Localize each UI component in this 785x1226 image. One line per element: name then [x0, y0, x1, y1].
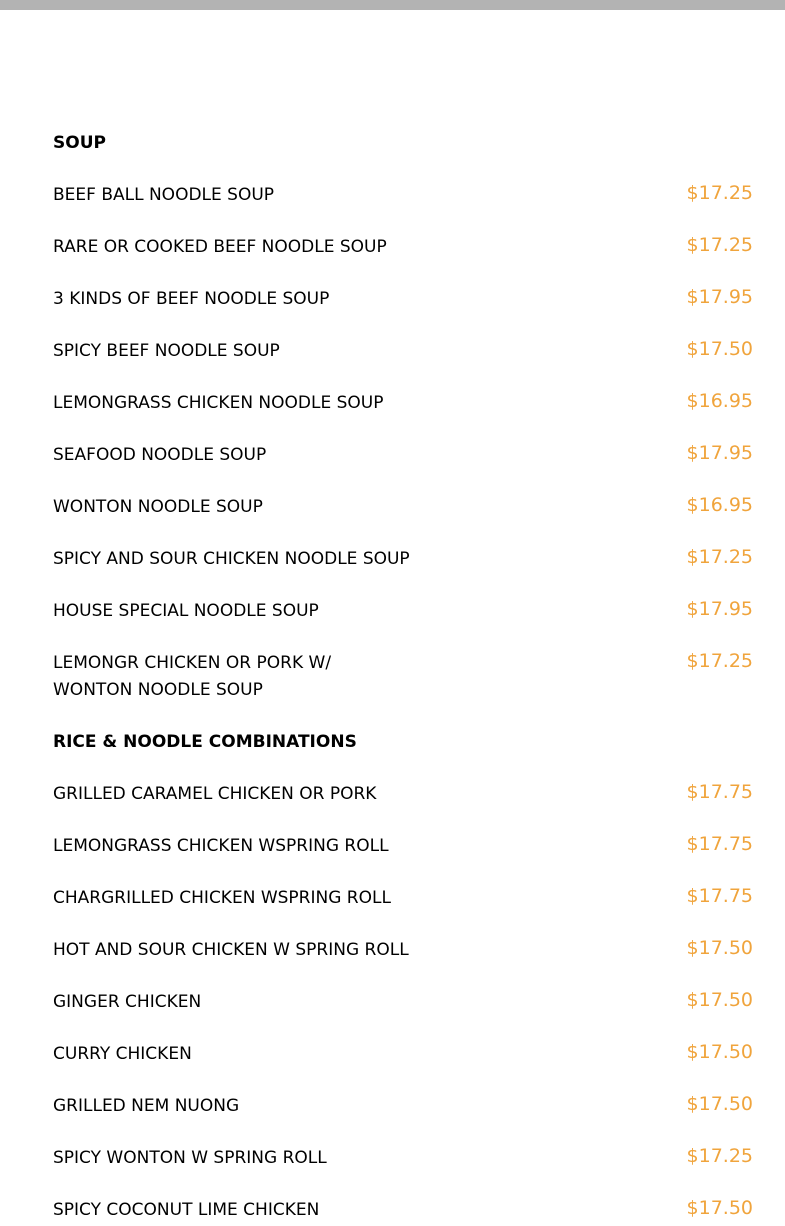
- item-price: $17.95: [686, 286, 753, 308]
- item-name: SPICY WONTON W SPRING ROLL: [53, 1148, 327, 1168]
- item-name: LEMONGRASS CHICKEN WSPRING ROLL: [53, 836, 389, 856]
- item-price: $16.95: [686, 390, 753, 412]
- item-price: $16.95: [686, 494, 753, 516]
- section-heading-rice-noodle-combinations: RICE & NOODLE COMBINATIONS: [53, 732, 357, 752]
- item-name: HOUSE SPECIAL NOODLE SOUP: [53, 601, 319, 621]
- item-name: SPICY COCONUT LIME CHICKEN: [53, 1200, 320, 1220]
- item-price: $17.25: [686, 546, 753, 568]
- top-bar: [0, 0, 785, 10]
- item-name: WONTON NOODLE SOUP: [53, 497, 263, 517]
- item-price: $17.95: [686, 598, 753, 620]
- item-price: $17.75: [686, 781, 753, 803]
- item-name: SEAFOOD NOODLE SOUP: [53, 445, 267, 465]
- item-price: $17.25: [686, 234, 753, 256]
- item-price: $17.50: [686, 1093, 753, 1115]
- item-name: SPICY BEEF NOODLE SOUP: [53, 341, 280, 361]
- item-price: $17.50: [686, 989, 753, 1011]
- item-price: $17.50: [686, 338, 753, 360]
- item-price: $17.25: [686, 1145, 753, 1167]
- item-price: $17.50: [686, 1041, 753, 1063]
- item-name: BEEF BALL NOODLE SOUP: [53, 185, 275, 205]
- item-name: CHARGRILLED CHICKEN WSPRING ROLL: [53, 888, 391, 908]
- item-name: GRILLED CARAMEL CHICKEN OR PORK: [53, 784, 377, 804]
- item-name: SPICY AND SOUR CHICKEN NOODLE SOUP: [53, 549, 410, 569]
- item-name: GRILLED NEM NUONG: [53, 1096, 240, 1116]
- item-price: $17.75: [686, 833, 753, 855]
- item-price: $17.95: [686, 442, 753, 464]
- item-name: CURRY CHICKEN: [53, 1044, 192, 1064]
- item-name: 3 KINDS OF BEEF NOODLE SOUP: [53, 289, 330, 309]
- item-name: RARE OR COOKED BEEF NOODLE SOUP: [53, 237, 387, 257]
- item-name: GINGER CHICKEN: [53, 992, 202, 1012]
- section-heading-soup: SOUP: [53, 133, 106, 153]
- item-price: $17.25: [686, 182, 753, 204]
- item-name: LEMONGRASS CHICKEN NOODLE SOUP: [53, 393, 384, 413]
- item-price: $17.25: [686, 650, 753, 672]
- item-price: $17.50: [686, 937, 753, 959]
- item-price: $17.75: [686, 885, 753, 907]
- item-name: LEMONGR CHICKEN OR PORK W/ WONTON NOODLE SOUP: [53, 653, 332, 700]
- item-price: $17.50: [686, 1197, 753, 1219]
- item-name: HOT AND SOUR CHICKEN W SPRING ROLL: [53, 940, 409, 960]
